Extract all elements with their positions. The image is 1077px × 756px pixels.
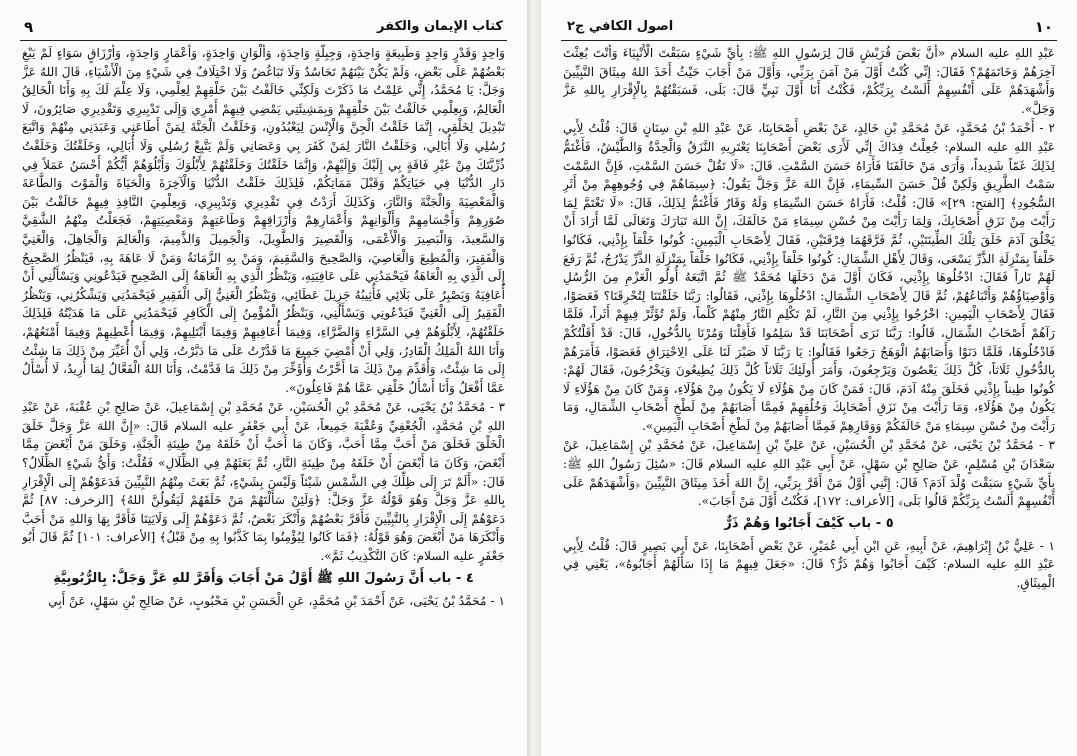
left-page-header (20, 14, 507, 41)
right-paragraph-2: ٢ - أَحْمَدُ بْنُ مُحَمَّدٍ، عَنْ مُحَمَّدِ بْنِ خَالِدٍ، عَنْ بَعْضِ أَصْحَابِنَا، عَنْ عَبْدِ اللهِ بْنِ سِنَانٍ قَالَ: قُلْتُ لِأَبِي عَبْدِ اللهِ عليه السلام: جُعِلْتُ فِدَاكَ إِنِّي لَأَرَى بَعْضَ أَصْحَابِنَا يَعْتَرِيهِ النَّزَقُ وَالْحِدَّةُ وَالطَّيْشُ، فَأَغْتَمُّ لِذَلِكَ غَمّاً شَدِيداً، وَأَرَى مَنْ خَالَفَنَا فَأَرَاهُ حَسَنَ السَّمْتِ. قَالَ: «لَا تَقُلْ حَسَنَ السَّمْتِ، فَإِنَّ السَّمْتَ سَمْتُ الطَّرِيقِ وَلَكِنْ قُلْ حَسَنَ السِّيمَاءِ، فَإِنَّ اللهَ عَزَّ وَجَلَّ يَقُولُ: ﴿سِيمَاهُمْ فِي وُجُوهِهِمْ مِنْ أَثَرِ السُّجُودِ﴾ [الفتح: ٢٩]» قَالَ: قُلْتُ: فَأَرَاهُ حَسَنَ السِّيمَاءِ وَلَهُ وَقَارٌ فَأَغْتَمُّ لِذَلِكَ، قَالَ: «لَا تَغْتَمَّ لِمَا رَأَيْتَ مِنْ نَزَقِ أَصْحَابِكَ، وَلِمَا رَأَيْتَ مِنْ حُسْنِ سِيمَاءِ مَنْ خَالَفَكَ، إِنَّ اللهَ تَبَارَكَ وَتَعَالَى لَمَّا أَرَادَ أَنْ يَخْلُقَ آدَمَ خَلَقَ تِلْكَ الطِّينَتَيْنِ، ثُمَّ فَرَّقَهُمَا فِرْقَتَيْنِ، فَقَالَ لِأَصْحَابِ الْيَمِينِ: كُونُوا خَلْقاً بِإِذْنِي، فَكَانُوا خَلْقاً بِمَنْزِلَةِ الذَّرِّ يَسْعَى، وَقَالَ لِأَهْلِ الشِّمَالِ: كُونُوا خَلْقاً بِإِذْنِي، فَكَانُوا خَلْقاً بِمَنْزِلَةِ الذَّرِّ يَدْرُجُ، ثُمَّ رَفَعَ لَهُمْ نَاراً فَقَالَ: ادْخُلُوهَا بِإِذْنِي، فَكَانَ أَوَّلَ مَنْ دَخَلَهَا مُحَمَّدٌ ﷺ ثُمَّ اتَّبَعَهُ أُولُو الْعَزْمِ مِنَ الرُّسُلِ وَأَوْصِيَاؤُهُمْ وَأَتْبَاعُهُمْ، ثُمَّ قَالَ لِأَصْحَابِ الشِّمَالِ: ادْخُلُوهَا بِإِذْنِي، فَقَالُوا: رَبَّنَا خَلَقْتَنَا لِتُحْرِقَنَا؟ فَعَصَوْا، فَقَالَ لِأَصْحَابِ الْيَمِينِ: اخْرُجُوا بِإِذْنِي مِنَ النَّارِ، لَمْ تَكْلِمِ النَّارُ مِنْهُمْ كَلْماً، وَلَمْ تُؤَثِّرْ فِيهِمْ أَثَراً، فَلَمَّا رَآهُمْ أَصْحَابُ الشِّمَالِ، قَالُوا: رَبَّنَا نَرَى أَصْحَابَنَا قَدْ سَلِمُوا فَأَقِلْنَا وَمُرْنَا بِالدُّخُولِ، قَالَ: قَدْ أَقَلْتُكُمْ فَادْخُلُوهَا، فَلَمَّا دَنَوْا وَأَصَابَهُمُ الْوَهَجُ رَجَعُوا فَقَالُوا: يَا رَبَّنَا لَا صَبْرَ لَنَا عَلَى الِاحْتِرَاقِ فَعَصَوْا، فَأَمَرَهُمْ بِالدُّخُولِ ثَلَاثاً، كُلَّ ذَلِكَ يَعْصُونَ وَيَرْجِعُونَ، وَأَمَرَ أُولَئِكَ ثَلَاثاً كُلَّ ذَلِكَ يُطِيعُونَ وَيَخْرُجُونَ، فَقَالَ لَهُمْ: كُونُوا طِيناً بِإِذْنِي فَخَلَقَ مِنْهُ آدَمَ، قَالَ: فَمَنْ كَانَ مِنْ هَؤُلَاءِ لَا يَكُونُ مِنْ هَؤُلَاءِ، وَمَنْ كَانَ مِنْ هَؤُلَاءِ لَا يَكُونُ مِنْ هَؤُلَاءِ، وَمَا رَأَيْتَ مِنْ نَزَقِ أَصْحَابِكَ وَخُلُقِهِمْ فَمِمَّا أَصَابَهُمْ مِنْ لَطْخِ أَصْحَابِ الشِّمَالِ، وَمَا رَأَيْتَ مِنْ حُسْنِ سِيمَاءِ مَنْ خَالَفَكُمْ وَوَقَارِهِمْ فَمِمَّا أَصَابَهُمْ مِنْ لَطْخِ أَصْحَابِ الْيَمِينِ». (563, 121, 1055, 433)
left-closing-paragraph: ١ - مُحَمَّدُ بْنُ يَحْيَى، عَنْ أَحْمَدَ بْنِ مُحَمَّدٍ، عَنِ الْحَسَنِ بْنِ مَحْبُوبٍ، عَنْ صَالِحِ بْنِ سَهْلٍ، عَنْ أَبِي (48, 593, 505, 608)
left-page-number: ٩ (24, 18, 34, 36)
left-paragraph-2: ٣ - مُحَمَّدُ بْنُ يَحْيَى، عَنْ مُحَمَّدِ بْنِ الْحُسَيْنِ، عَنْ مُحَمَّدِ بْنِ إِسْمَاعِيلَ، عَنْ صَالِحِ بْنِ عُقْبَةَ، عَنْ عَبْدِ اللهِ بْنِ مُحَمَّدٍ، الْجُعْفِيِّ وَعُقْبَةَ جَمِيعاً، عَنْ أَبِي جَعْفَرٍ عليه السلام قَالَ: «إِنَّ اللهَ عَزَّ وَجَلَّ خَلَقَ الْخَلْقَ فَخَلَقَ مَنْ أَحَبَّ مِمَّا أَحَبَّ، وَكَانَ مَا أَحَبَّ أَنْ خَلَقَهُ مِنْ طِينَةِ الْجَنَّةِ، وَخَلَقَ مَنْ أَبْغَضَ مِمَّا أَبْغَضَ، وَكَانَ مَا أَبْغَضَ أَنْ خَلَقَهُ مِنْ طِينَةِ النَّارِ، ثُمَّ بَعَثَهُمْ فِي الظِّلَالِ» فَقُلْتُ: وَأَيُّ شَيْءٍ الظِّلَالُ؟ قَالَ: «أَلَمْ تَرَ إِلَى ظِلِّكَ فِي الشَّمْسِ شَيْئاً وَلَيْسَ بِشَيْءٍ، ثُمَّ بَعَثَ مِنْهُمُ النَّبِيِّينَ فَدَعَوْهُمْ إِلَى الْإِقْرَارِ بِاللهِ عَزَّ وَجَلَّ وَهُوَ قَوْلُهُ عَزَّ وَجَلَّ: ﴿وَلَئِنْ سَأَلْتَهُمْ مَنْ خَلَقَهُمْ لَيَقُولُنَّ اللهُ﴾ [الزخرف: ٨٧] ثُمَّ دَعَوْهُمْ إِلَى الْإِقْرَارِ بِالنَّبِيِّينَ فَأَقَرَّ بَعْضُهُمْ وَأَنْكَرَ بَعْضٌ، ثُمَّ دَعَوْهُمْ إِلَى وَلَايَتِنَا فَأَقَرَّ بِهَا وَاللهِ مَنْ أَحَبَّ وَأَنْكَرَهَا مَنْ أَبْغَضَ وَهُوَ قَوْلُهُ: ﴿فَمَا كَانُوا لِيُؤْمِنُوا بِمَا كَذَّبُوا بِهِ مِنْ قَبْلُ﴾ [الأعراف: ١٠١] ثُمَّ قَالَ أَبُو جَعْفَرٍ عليه السلام: كَانَ التَّكْذِيبُ ثَمَّ». (22, 400, 505, 564)
left-paragraph-1: وَاحِدٍ وَقَدْرٍ وَاحِدٍ وَطَبِيعَةٍ وَاحِدَةٍ، وَجِبِلَّةٍ وَاحِدَةٍ، وَأَلْوَانٍ وَاحِدَةٍ، وَأَعْمَارٍ وَاحِدَةٍ، وَأَرْزَاقٍ سَوَاءٍ لَمْ يَبْغِ بَعْضُهُمْ عَلَى بَعْضٍ، وَلَمْ يَكُنْ بَيْنَهُمْ تَحَاسُدٌ وَلَا تَبَاغُضٌ وَلَا اخْتِلَافٌ فِي شَيْءٍ مِنَ الْأَشْيَاءِ، قَالَ اللهُ عَزَّ وَجَلَّ: يَا مُحَمَّدُ، إِنِّي عَلِمْتُ مَا ذَكَرْتَ وَلَكِنِّي خَالَفْتُ بَيْنَ خَلْقِهِمْ لِعِلْمِي، وَلَا عِلْمَ لَكَ بِهِ وَأَنَا الْخَالِقُ الْعَالِمُ، وَبِعِلْمِي خَالَفْتُ بَيْنَ خَلْقِهِمْ وَبِمَشِيئَتِي يَمْضِي فِيهِمْ أَمْرِي وَإِلَى تَدْبِيرِي وَتَقْدِيرِي صَائِرُونَ، لَا تَبْدِيلَ لِخَلْقِي، إِنَّمَا خَلَقْتُ الْجِنَّ وَالْإِنْسَ لِيَعْبُدُونِ، وَخَلَقْتُ الْجَنَّةَ لِمَنْ أَطَاعَنِي وَعَبَدَنِي مِنْهُمْ وَاتَّبَعَ رُسُلِي وَلَا أُبَالِي، وَخَلَقْتُ النَّارَ لِمَنْ كَفَرَ بِي وَعَصَانِي وَلَمْ يَتَّبِعْ رُسُلِي وَلَا أُبَالِي، وَخَلَقْتُكَ وَخَلَقْتُ ذُرِّيَّتَكَ مِنْ غَيْرِ فَاقَةٍ بِي إِلَيْكَ وَإِلَيْهِمْ، وَإِنَّمَا خَلَقْتُكَ وَخَلَقْتُهُمْ لِأَبْلُوَكَ وَأَبْلُوَهُمْ أَيُّكُمْ أَحْسَنُ عَمَلاً فِي دَارِ الدُّنْيَا فِي حَيَاتِكُمْ وَقَبْلَ مَمَاتِكُمْ، فَلِذَلِكَ خَلَقْتُ الدُّنْيَا وَالْآخِرَةَ وَالْحَيَاةَ وَالْمَوْتَ وَالطَّاعَةَ وَالْمَعْصِيَةَ وَالْجَنَّةَ وَالنَّارَ، وَكَذَلِكَ أَرَدْتُ فِي تَقْدِيرِي وَتَدْبِيرِي، وَبِعِلْمِيَ النَّافِذِ فِيهِمْ خَالَفْتُ بَيْنَ صُوَرِهِمْ وَأَجْسَامِهِمْ وَأَلْوَانِهِمْ وَأَعْمَارِهِمْ وَأَرْزَاقِهِمْ وَطَاعَتِهِمْ وَمَعْصِيَتِهِمْ، فَجَعَلْتُ مِنْهُمُ الشَّقِيَّ وَالسَّعِيدَ، وَالْبَصِيرَ وَالْأَعْمَى، وَالْقَصِيرَ وَالطَّوِيلَ، وَالْجَمِيلَ وَالذَّمِيمَ، وَالْعَالِمَ وَالْجَاهِلَ، وَالْغَنِيَّ وَالْفَقِيرَ، وَالْمُطِيعَ وَالْعَاصِيَ، وَالصَّحِيحَ وَالسَّقِيمَ، وَمَنْ بِهِ الزَّمَانَةُ وَمَنْ لَا عَاهَةَ بِهِ، فَيَنْظُرُ الصَّحِيحُ إِلَى الَّذِي بِهِ الْعَاهَةُ فَيَحْمَدُنِي عَلَى عَافِيَتِهِ، وَيَنْظُرُ الَّذِي بِهِ الْعَاهَةُ إِلَى الصَّحِيحِ فَيَدْعُونِي وَيَسْأَلُنِي أَنْ أُعَافِيَهُ وَيَصْبِرُ عَلَى بَلَائِي فَأُثِيبُهُ جَزِيلَ عَطَائِي، وَيَنْظُرُ الْغَنِيُّ إِلَى الْفَقِيرِ فَيَحْمَدُنِي وَيَشْكُرُنِي، وَيَنْظُرُ الْفَقِيرُ إِلَى الْغَنِيِّ فَيَدْعُونِي وَيَسْأَلُنِي، وَيَنْظُرُ الْمُؤْمِنُ إِلَى الْكَافِرِ فَيَحْمَدُنِي عَلَى مَا هَدَيْتُهُ فَلِذَلِكَ خَلَقْتُهُمْ، لِأَبْلُوَهُمْ فِي السَّرَّاءِ وَالضَّرَّاءِ، وَفِيمَا أُعَافِيهِمْ وَفِيمَا أَبْتَلِيهِمْ، وَفِيمَا أُعْطِيهِمْ وَفِيمَا أَمْنَعُهُمْ، وَأَنَا اللهُ الْمَلِكُ الْقَادِرُ، وَلِي أَنْ أُمْضِيَ جَمِيعَ مَا قَدَّرْتُ عَلَى مَا دَبَّرْتُ، وَلِي أَنْ أُغَيِّرَ مِنْ ذَلِكَ مَا شِئْتُ إِلَى مَا شِئْتُ، وَأُقَدِّمَ مِنْ ذَلِكَ مَا أَخَّرْتُ وَأُؤَخِّرَ مِنْ ذَلِكَ مَا قَدَّمْتُ، وَأَنَا اللهُ الْفَعَّالُ لِمَا أُرِيدُ، لَا أُسْأَلُ عَمَّا أَفْعَلُ وَأَنَا أَسْأَلُ خَلْقِي عَمَّا هُمْ فَاعِلُونَ». (22, 46, 505, 395)
right-running-title: اصول الكافي ج٢ (567, 19, 674, 34)
left-running-title: كتاب الإيمان والكفر (377, 19, 503, 34)
left-page-body (22, 44, 505, 750)
left-page (0, 0, 527, 756)
right-page-number: ١٠ (1034, 18, 1053, 36)
right-page-body (563, 44, 1055, 750)
left-section-heading: ٤ - باب أَنَّ رَسُولَ اللهِ ﷺ أَوَّلُ مَنْ أَجَابَ وَأَقَرَّ للهِ عَزَّ وَجَلَّ: بِالرُّبُوبِيَّةِ (53, 570, 474, 586)
right-closing-paragraph: ١ - عَلِيُّ بْنُ إِبْرَاهِيمَ، عَنْ أَبِيهِ، عَنِ ابْنِ أَبِي عُمَيْرٍ، عَنْ بَعْضِ أَصْحَابِنَا، عَنْ أَبِي بَصِيرٍ قَالَ: قُلْتُ لِأَبِي عَبْدِ اللهِ عليه السلام: كَيْفَ أَجَابُوا وَهُمْ ذَرٌّ؟ قَالَ: «جَعَلَ فِيهِمْ مَا إِذَا سَأَلَهُمْ أَجَابُوهُ»، يَعْنِي فِي الْمِيثَاقِ. (563, 538, 1055, 591)
right-section-heading: ٥ - باب كَيْفَ أَجَابُوا وَهُمْ ذَرٌّ (724, 515, 894, 531)
right-paragraph-1: عَبْدِ اللهِ عليه السلام «أَنَّ بَعْضَ قُرَيْشٍ قَالَ لِرَسُولِ اللهِ ﷺ: بِأَيِّ شَيْءٍ سَبَقْتَ الْأَنْبِيَاءَ وَأَنْتَ بُعِثْتَ آخِرَهُمْ وَخَاتَمَهُمْ؟ فَقَالَ: إِنِّي كُنْتُ أَوَّلَ مَنْ آمَنَ بِرَبِّي، وَأَوَّلَ مَنْ أَجَابَ حَيْثُ أَخَذَ اللهُ مِيثَاقَ النَّبِيِّينَ وَأَشْهَدَهُمْ عَلَى أَنْفُسِهِمْ أَلَسْتُ بِرَبِّكُمْ، فَكُنْتُ أَنَا أَوَّلَ نَبِيٍّ قَالَ: بَلَى، فَسَبَقْتُهُمْ بِالْإِقْرَارِ بِاللهِ عَزَّ وَجَلَّ». (563, 46, 1055, 116)
right-page-header (561, 14, 1057, 41)
right-page (541, 0, 1077, 756)
book-gutter (527, 0, 541, 756)
right-paragraph-3: ٣ - مُحَمَّدُ بْنُ يَحْيَى، عَنْ مُحَمَّدِ بْنِ الْحُسَيْنِ، عَنْ عَلِيِّ بْنِ إِسْمَاعِيلَ، عَنْ مُحَمَّدِ بْنِ إِسْمَاعِيلَ، عَنْ سَعْدَانَ بْنِ مُسْلِمٍ، عَنْ صَالِحِ بْنِ سَهْلٍ، عَنْ أَبِي عَبْدِ اللهِ عليه السلام قَالَ: «سُئِلَ رَسُولُ اللهِ ﷺ: بِأَيِّ شَيْءٍ سَبَقْتَ وُلْدَ آدَمَ؟ قَالَ: إِنَّنِي أَوَّلُ مَنْ أَقَرَّ بِرَبِّي، إِنَّ اللهَ أَخَذَ مِيثَاقَ النَّبِيِّينَ ﴿وَأَشْهَدَهُمْ عَلَى أَنْفُسِهِمْ أَلَسْتُ بِرَبِّكُمْ قَالُوا بَلَى﴾ [الأعراف: ١٧٢]، فَكُنْتُ أَوَّلَ مَنْ أَجَابَ». (563, 438, 1055, 509)
